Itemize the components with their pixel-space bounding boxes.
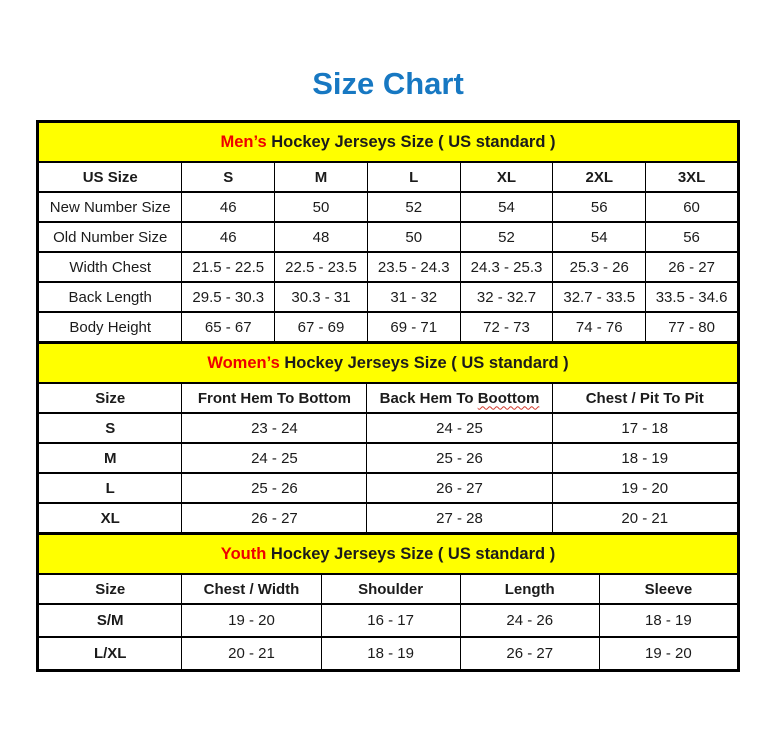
- row-label: S: [38, 413, 182, 443]
- size-value-cell: 19 - 20: [599, 637, 738, 671]
- table-row: [38, 413, 739, 443]
- column-header-size: Size: [38, 383, 182, 413]
- table-row: [38, 192, 739, 222]
- column-header-us-size: US Size: [38, 162, 182, 192]
- size-value-cell: 24 - 26: [460, 604, 599, 637]
- table-row: [38, 637, 739, 671]
- row-label: L/XL: [38, 637, 182, 671]
- row-label: M: [38, 443, 182, 473]
- row-label: Body Height: [38, 312, 182, 343]
- size-value-cell: 16 - 17: [321, 604, 460, 637]
- misspelled-word-squiggle: Boottom: [477, 389, 540, 407]
- column-header-back-hem-to-boottom: Back Hem To Boottom: [367, 383, 552, 413]
- mens-size-table: [36, 120, 740, 344]
- size-value-cell: 46: [182, 192, 275, 222]
- column-header-l: L: [367, 162, 460, 192]
- table-row: [38, 473, 739, 503]
- size-value-cell: 25 - 26: [182, 473, 367, 503]
- size-value-cell: 77 - 80: [646, 312, 739, 343]
- youth-section-band-row: [38, 534, 739, 575]
- womens-section-band-row: [38, 343, 739, 384]
- size-value-cell: 24 - 25: [367, 413, 552, 443]
- size-value-cell: 23.5 - 24.3: [367, 252, 460, 282]
- size-value-cell: 24 - 25: [182, 443, 367, 473]
- column-header-length: Length: [460, 574, 599, 604]
- column-header-chest-width: Chest / Width: [182, 574, 321, 604]
- size-value-cell: 54: [460, 192, 553, 222]
- youth-band-title-text: Hockey Jerseys Size ( US standard ): [266, 544, 556, 563]
- womens-section-band-cell: [38, 343, 739, 384]
- size-value-cell: 18 - 19: [599, 604, 738, 637]
- size-value-cell: 19 - 20: [552, 473, 738, 503]
- row-label: Old Number Size: [38, 222, 182, 252]
- mens-section-band-cell: [38, 122, 739, 163]
- size-value-cell: 25.3 - 26: [553, 252, 646, 282]
- size-value-cell: 26 - 27: [182, 503, 367, 534]
- size-value-cell: 18 - 19: [321, 637, 460, 671]
- size-value-cell: 52: [367, 192, 460, 222]
- column-header-2xl: 2XL: [553, 162, 646, 192]
- size-value-cell: 32.7 - 33.5: [553, 282, 646, 312]
- row-label: L: [38, 473, 182, 503]
- table-row: [38, 312, 739, 343]
- column-header-chest-pit-to-pit: Chest / Pit To Pit: [552, 383, 738, 413]
- column-header-m: M: [275, 162, 368, 192]
- size-value-cell: 48: [275, 222, 368, 252]
- column-header-xl: XL: [460, 162, 553, 192]
- size-value-cell: 20 - 21: [552, 503, 738, 534]
- womens-column-header-row: [38, 383, 739, 413]
- womens-table-body: [38, 413, 739, 534]
- table-row: [38, 252, 739, 282]
- size-value-cell: 20 - 21: [182, 637, 321, 671]
- column-header-shoulder: Shoulder: [321, 574, 460, 604]
- youth-column-header-row: [38, 574, 739, 604]
- mens-band-title-text: Hockey Jerseys Size ( US standard ): [266, 132, 556, 151]
- size-value-cell: 72 - 73: [460, 312, 553, 343]
- size-value-cell: 69 - 71: [367, 312, 460, 343]
- table-row: [38, 443, 739, 473]
- row-label: Back Length: [38, 282, 182, 312]
- size-value-cell: 22.5 - 23.5: [275, 252, 368, 282]
- size-value-cell: 27 - 28: [367, 503, 552, 534]
- table-row: [38, 282, 739, 312]
- size-value-cell: 33.5 - 34.6: [646, 282, 739, 312]
- table-row: [38, 222, 739, 252]
- youth-size-table: [36, 532, 740, 672]
- size-value-cell: 19 - 20: [182, 604, 321, 637]
- size-value-cell: 31 - 32: [367, 282, 460, 312]
- size-value-cell: 46: [182, 222, 275, 252]
- youth-section-band-cell: [38, 534, 739, 575]
- size-value-cell: 52: [460, 222, 553, 252]
- size-value-cell: 67 - 69: [275, 312, 368, 343]
- size-chart-tables: [36, 120, 740, 672]
- size-value-cell: 29.5 - 30.3: [182, 282, 275, 312]
- size-value-cell: 50: [367, 222, 460, 252]
- size-value-cell: 50: [275, 192, 368, 222]
- row-label: Width Chest: [38, 252, 182, 282]
- page-title: Size Chart: [312, 66, 464, 101]
- size-value-cell: 23 - 24: [182, 413, 367, 443]
- column-header-size: Size: [38, 574, 182, 604]
- size-value-cell: 56: [646, 222, 739, 252]
- size-value-cell: 26 - 27: [367, 473, 552, 503]
- column-header-sleeve: Sleeve: [599, 574, 738, 604]
- womens-band-accent-text: Women’s: [207, 353, 280, 372]
- row-label: New Number Size: [38, 192, 182, 222]
- size-value-cell: 54: [553, 222, 646, 252]
- womens-size-table: [36, 341, 740, 535]
- mens-band-accent-text: Men’s: [220, 132, 267, 151]
- size-value-cell: 21.5 - 22.5: [182, 252, 275, 282]
- youth-table-body: [38, 604, 739, 671]
- table-row: [38, 604, 739, 637]
- size-value-cell: 26 - 27: [460, 637, 599, 671]
- youth-band-accent-text: Youth: [220, 544, 267, 563]
- mens-section-band-row: [38, 122, 739, 163]
- table-row: [38, 503, 739, 534]
- column-header-3xl: 3XL: [646, 162, 739, 192]
- mens-table-body: [38, 192, 739, 343]
- column-header-front-hem-to-bottom: Front Hem To Bottom: [182, 383, 367, 413]
- womens-band-title-text: Hockey Jerseys Size ( US standard ): [279, 353, 569, 372]
- mens-column-header-row: [38, 162, 739, 192]
- size-value-cell: 30.3 - 31: [275, 282, 368, 312]
- size-value-cell: 56: [553, 192, 646, 222]
- size-value-cell: 32 - 32.7: [460, 282, 553, 312]
- size-value-cell: 17 - 18: [552, 413, 738, 443]
- size-value-cell: 25 - 26: [367, 443, 552, 473]
- size-value-cell: 74 - 76: [553, 312, 646, 343]
- row-label: S/M: [38, 604, 182, 637]
- row-label: XL: [38, 503, 182, 534]
- size-value-cell: 18 - 19: [552, 443, 738, 473]
- size-value-cell: 65 - 67: [182, 312, 275, 343]
- column-header-s: S: [182, 162, 275, 192]
- size-value-cell: 60: [646, 192, 739, 222]
- size-value-cell: 26 - 27: [646, 252, 739, 282]
- size-value-cell: 24.3 - 25.3: [460, 252, 553, 282]
